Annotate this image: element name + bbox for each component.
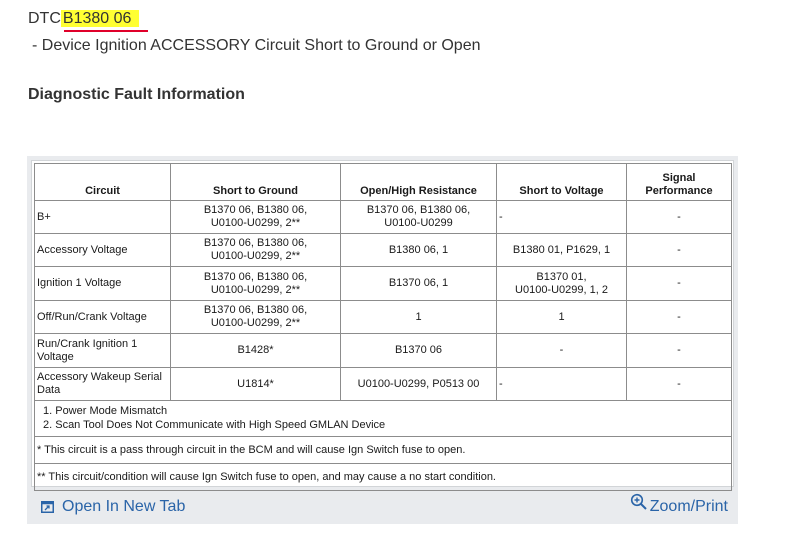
footnote-cell: ** This circuit/condition will cause Ign Switch fuse to open, and may cause a no start condition. <box>35 464 732 491</box>
zoom-magnifier-icon <box>630 493 648 511</box>
cell-signal-performance: - <box>627 201 732 234</box>
cell-short-to-voltage: 1 <box>497 301 627 334</box>
notes-cell <box>35 401 732 437</box>
cell-circuit: Run/Crank Ignition 1 Voltage <box>35 334 171 368</box>
cell-short-to-ground: U1814* <box>171 368 341 401</box>
table-row <box>35 234 732 267</box>
zoom-print-label: Zoom/Print <box>649 498 728 515</box>
cell-short-to-ground: B1370 06, B1380 06, U0100-U0299, 2** <box>171 234 341 267</box>
open-in-new-tab-link[interactable] <box>41 498 185 516</box>
cell-circuit: Accessory Wakeup Serial Data <box>35 368 171 401</box>
cell-signal-performance: - <box>627 368 732 401</box>
column-header-short-to-ground: Short to Ground <box>171 164 341 201</box>
note-item: 1. Power Mode Mismatch <box>43 405 168 417</box>
notes-row <box>35 401 732 437</box>
dtc-description: - Device Ignition ACCESSORY Circuit Short to Ground or Open <box>32 37 481 54</box>
cell-signal-performance: - <box>627 234 732 267</box>
cell-short-to-ground: B1370 06, B1380 06, U0100-U0299, 2** <box>171 301 341 334</box>
cell-circuit: Ignition 1 Voltage <box>35 267 171 301</box>
cell-signal-performance: - <box>627 334 732 368</box>
note-item: 2. Scan Tool Does Not Communicate with High Speed GMLAN Device <box>43 419 386 431</box>
dtc-prefix: DTC <box>28 10 61 27</box>
column-header-short-to-voltage: Short to Voltage <box>497 164 627 201</box>
open-in-new-tab-label: Open In New Tab <box>62 498 186 515</box>
cell-open-high: B1370 06, B1380 06, U0100-U0299 <box>341 201 497 234</box>
section-title: Diagnostic Fault Information <box>28 86 245 103</box>
cell-circuit: Off/Run/Crank Voltage <box>35 301 171 334</box>
cell-short-to-ground: B1428* <box>171 334 341 368</box>
table-row <box>35 334 732 368</box>
cell-signal-performance: - <box>627 301 732 334</box>
dtc-heading <box>28 10 139 28</box>
cell-open-high: B1370 06 <box>341 334 497 368</box>
cell-open-high: 1 <box>341 301 497 334</box>
diagnostic-fault-table <box>34 163 732 491</box>
cell-short-to-ground: B1370 06, B1380 06, U0100-U0299, 2** <box>171 201 341 234</box>
spellcheck-underline <box>64 30 148 32</box>
dtc-code-highlight: B1380 06 <box>61 10 140 27</box>
table-header-row <box>35 164 732 201</box>
cell-short-to-voltage: - <box>497 201 627 234</box>
cell-open-high: B1380 06, 1 <box>341 234 497 267</box>
cell-circuit: Accessory Voltage <box>35 234 171 267</box>
table-row <box>35 267 732 301</box>
table-row <box>35 368 732 401</box>
cell-open-high: B1370 06, 1 <box>341 267 497 301</box>
cell-open-high: U0100-U0299, P0513 00 <box>341 368 497 401</box>
table-link-bar <box>27 488 738 524</box>
cell-short-to-voltage: B1380 01, P1629, 1 <box>497 234 627 267</box>
cell-signal-performance: - <box>627 267 732 301</box>
table-row <box>35 201 732 234</box>
column-header-circuit: Circuit <box>35 164 171 201</box>
cell-short-to-voltage: - <box>497 334 627 368</box>
cell-short-to-voltage: - <box>497 368 627 401</box>
cell-short-to-ground: B1370 06, B1380 06, U0100-U0299, 2** <box>171 267 341 301</box>
cell-short-to-voltage: B1370 01, U0100-U0299, 1, 2 <box>497 267 627 301</box>
diagnostic-table-panel <box>27 156 738 524</box>
open-new-tab-icon <box>41 501 54 513</box>
footnote-row <box>35 464 732 491</box>
footnote-row <box>35 437 732 464</box>
zoom-print-link[interactable] <box>630 494 728 516</box>
table-frame <box>31 160 734 487</box>
column-header-open-high-resistance: Open/High Resistance <box>341 164 497 201</box>
column-header-signal-performance: Signal Performance <box>627 164 732 201</box>
footnote-cell: * This circuit is a pass through circuit in the BCM and will cause Ign Switch fuse to open. <box>35 437 732 464</box>
table-row <box>35 301 732 334</box>
cell-circuit: B+ <box>35 201 171 234</box>
